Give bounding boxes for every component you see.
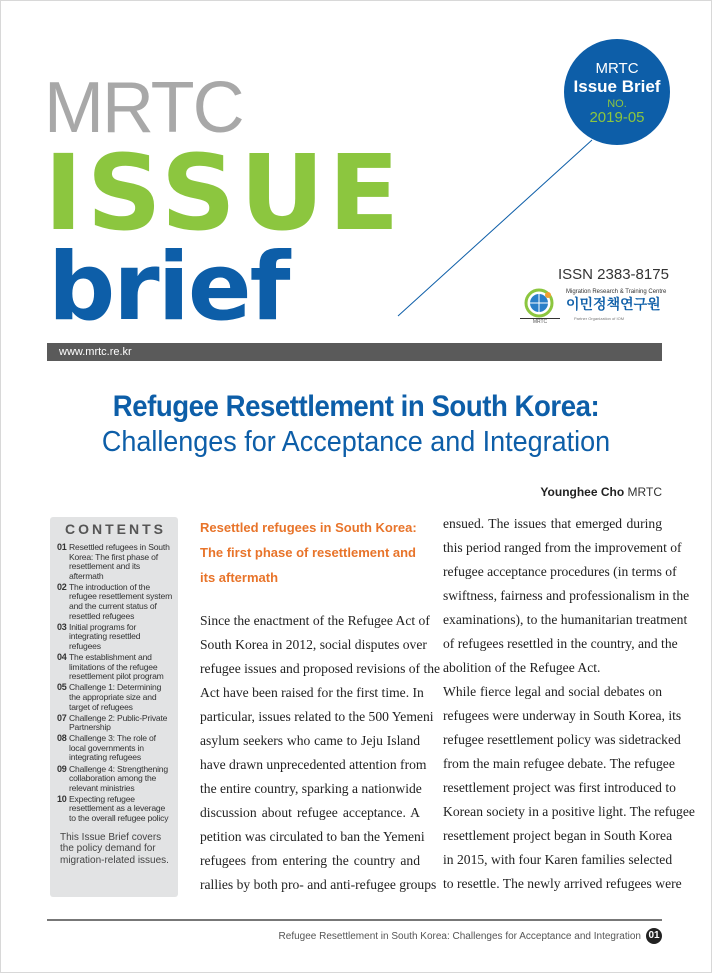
url-bar <box>47 343 662 361</box>
contents-item-number: 04 <box>57 652 67 663</box>
contents-item-label: Resettled refugees in South Korea: The first phase of resettlement and its aftermath <box>69 542 170 581</box>
body-line: ensued. The issues that emerged during <box>443 516 662 531</box>
masthead-mrtc: MRTC <box>44 68 243 148</box>
contents-item[interactable] <box>57 734 174 763</box>
contents-item-label: Challenge 2: Public-Private Partnership <box>69 712 168 733</box>
contents-item-label: Initial programs for integrating resettled refugees <box>69 621 141 651</box>
badge-line1: MRTC <box>595 60 639 77</box>
page-number: 01 <box>646 928 662 944</box>
contents-item-label: Challenge 1: Determining the appropriate size and target of refugees <box>69 682 162 712</box>
body-line: have drawn unprecedented attention from <box>200 757 427 772</box>
contents-item-number: 10 <box>57 793 67 804</box>
logo-partner: Partner Organization of IOM <box>574 316 625 321</box>
badge-number: 2019-05 <box>589 109 645 127</box>
body-line: asylum seekers who came to Jeju Island <box>200 733 420 748</box>
footer-divider <box>47 919 662 921</box>
masthead-issue: ISSUE <box>44 132 404 254</box>
footer-text: Refugee Resettlement in South Korea: Challenges for Acceptance and Integration <box>278 930 641 942</box>
author <box>540 485 662 499</box>
body-line: to resettle. The newly arrived refugees were <box>443 876 682 891</box>
contents-item-number: 02 <box>57 581 67 592</box>
body-line: the entire country, sparking a nationwide <box>200 781 422 796</box>
contents-item[interactable] <box>57 795 174 824</box>
body-line: refugee issues and proposed revisions of the <box>200 661 441 676</box>
body-line: in 2015, with four Karen families selected <box>443 852 673 867</box>
body-line: this period ranged from the improvement of <box>443 540 682 555</box>
contents-item[interactable] <box>57 623 174 652</box>
contents-heading: CONTENTS <box>65 521 166 537</box>
body-line: discussion about refugee acceptance. A <box>200 805 420 820</box>
contents-item-label: The introduction of the refugee resettlement system and the current status of resettled refugees <box>69 581 173 621</box>
contents-box <box>50 517 178 897</box>
body-line: particular, issues related to the 500 Yemeni <box>200 709 434 724</box>
contents-item-label: Challenge 3: The role of local governments in integrating refugees <box>69 733 156 763</box>
logo-kr: 이민정책연구원 <box>566 297 661 313</box>
contents-item-number: 09 <box>57 763 67 774</box>
body-line: refugees from entering the country and <box>200 853 420 868</box>
contents-item[interactable] <box>57 714 174 733</box>
contents-item[interactable] <box>57 543 174 581</box>
body-line: resettlement project began in South Korea <box>443 828 673 843</box>
title-line2: Challenges for Acceptance and Integration <box>101 426 611 458</box>
body-column-1 <box>200 609 441 897</box>
body-line: While fierce legal and social debates on <box>443 684 662 699</box>
contents-item-number: 05 <box>57 682 67 693</box>
contents-item-label: Challenge 4: Strengthening collaboration among the relevant ministries <box>69 763 168 793</box>
mrtc-logo <box>520 288 670 328</box>
globe-icon <box>524 288 554 318</box>
issue-badge <box>564 39 670 145</box>
badge-no-label: NO. <box>607 98 627 111</box>
footer <box>279 928 662 944</box>
logo-en: Migration Research & Training Centre <box>566 289 667 295</box>
issn: ISSN 2383-8175 <box>558 266 669 283</box>
body-line: rallies by both pro- and anti-refugee groups <box>200 877 437 892</box>
contents-item-label: Expecting refugee resettlement as a leverage to the overall refugee policy <box>69 793 169 824</box>
masthead-brief: brief <box>48 233 289 342</box>
author-name: Younghee Cho <box>540 485 625 499</box>
body-line: refugees were underway in South Korea, its <box>443 708 682 723</box>
body-line: resettlement project was first introduced to <box>443 780 676 795</box>
body-column-2 <box>443 512 695 896</box>
website-url[interactable]: www.mrtc.re.kr <box>59 346 132 358</box>
contents-item[interactable] <box>57 583 174 621</box>
badge-line2: Issue Brief <box>573 76 661 96</box>
contents-item-label: The establishment and limitations of the refugee resettlement pilot program <box>69 652 164 682</box>
body-line: Korean society in a positive light. The refugee <box>443 804 695 819</box>
contents-item-number: 01 <box>57 542 67 552</box>
contents-item[interactable] <box>57 765 174 794</box>
section-heading: Resettled refugees in South Korea: The first phase of resettlement and its aftermath <box>200 520 417 585</box>
body-line: from the main refugee debate. The refugee <box>443 756 675 771</box>
page-title <box>0 390 712 459</box>
contents-item-number: 03 <box>57 621 67 632</box>
body-line: of refugees resettled in the country, and the <box>443 636 678 651</box>
title-line1: Refugee Resettlement in South Korea: <box>112 390 600 423</box>
body-line: refugee acceptance procedures (in terms of <box>443 564 677 579</box>
body-line: Since the enactment of the Refugee Act of <box>200 613 430 628</box>
body-line: abolition of the Refugee Act. <box>443 660 601 675</box>
contents-note: This Issue Brief covers the policy demand for migration-related issues. <box>60 831 169 866</box>
body-line: petition was circulated to ban the Yemeni <box>200 829 425 844</box>
body-line: swiftness, fairness and professionalism in the <box>443 588 690 603</box>
contents-item-number: 08 <box>57 733 67 744</box>
logo-mark: MRTC <box>520 318 560 325</box>
body-line: refugee resettlement policy was sidetracked <box>443 732 681 747</box>
body-line: South Korea in 2012, social disputes over <box>200 637 427 652</box>
author-org: MRTC <box>627 485 662 499</box>
body-line: examinations), to the humanitarian treatment <box>443 612 688 627</box>
body-line: Act have been raised for the first time. In <box>200 685 424 700</box>
contents-item-number: 07 <box>57 712 67 723</box>
contents-item[interactable] <box>57 683 174 712</box>
contents-item[interactable] <box>57 653 174 682</box>
